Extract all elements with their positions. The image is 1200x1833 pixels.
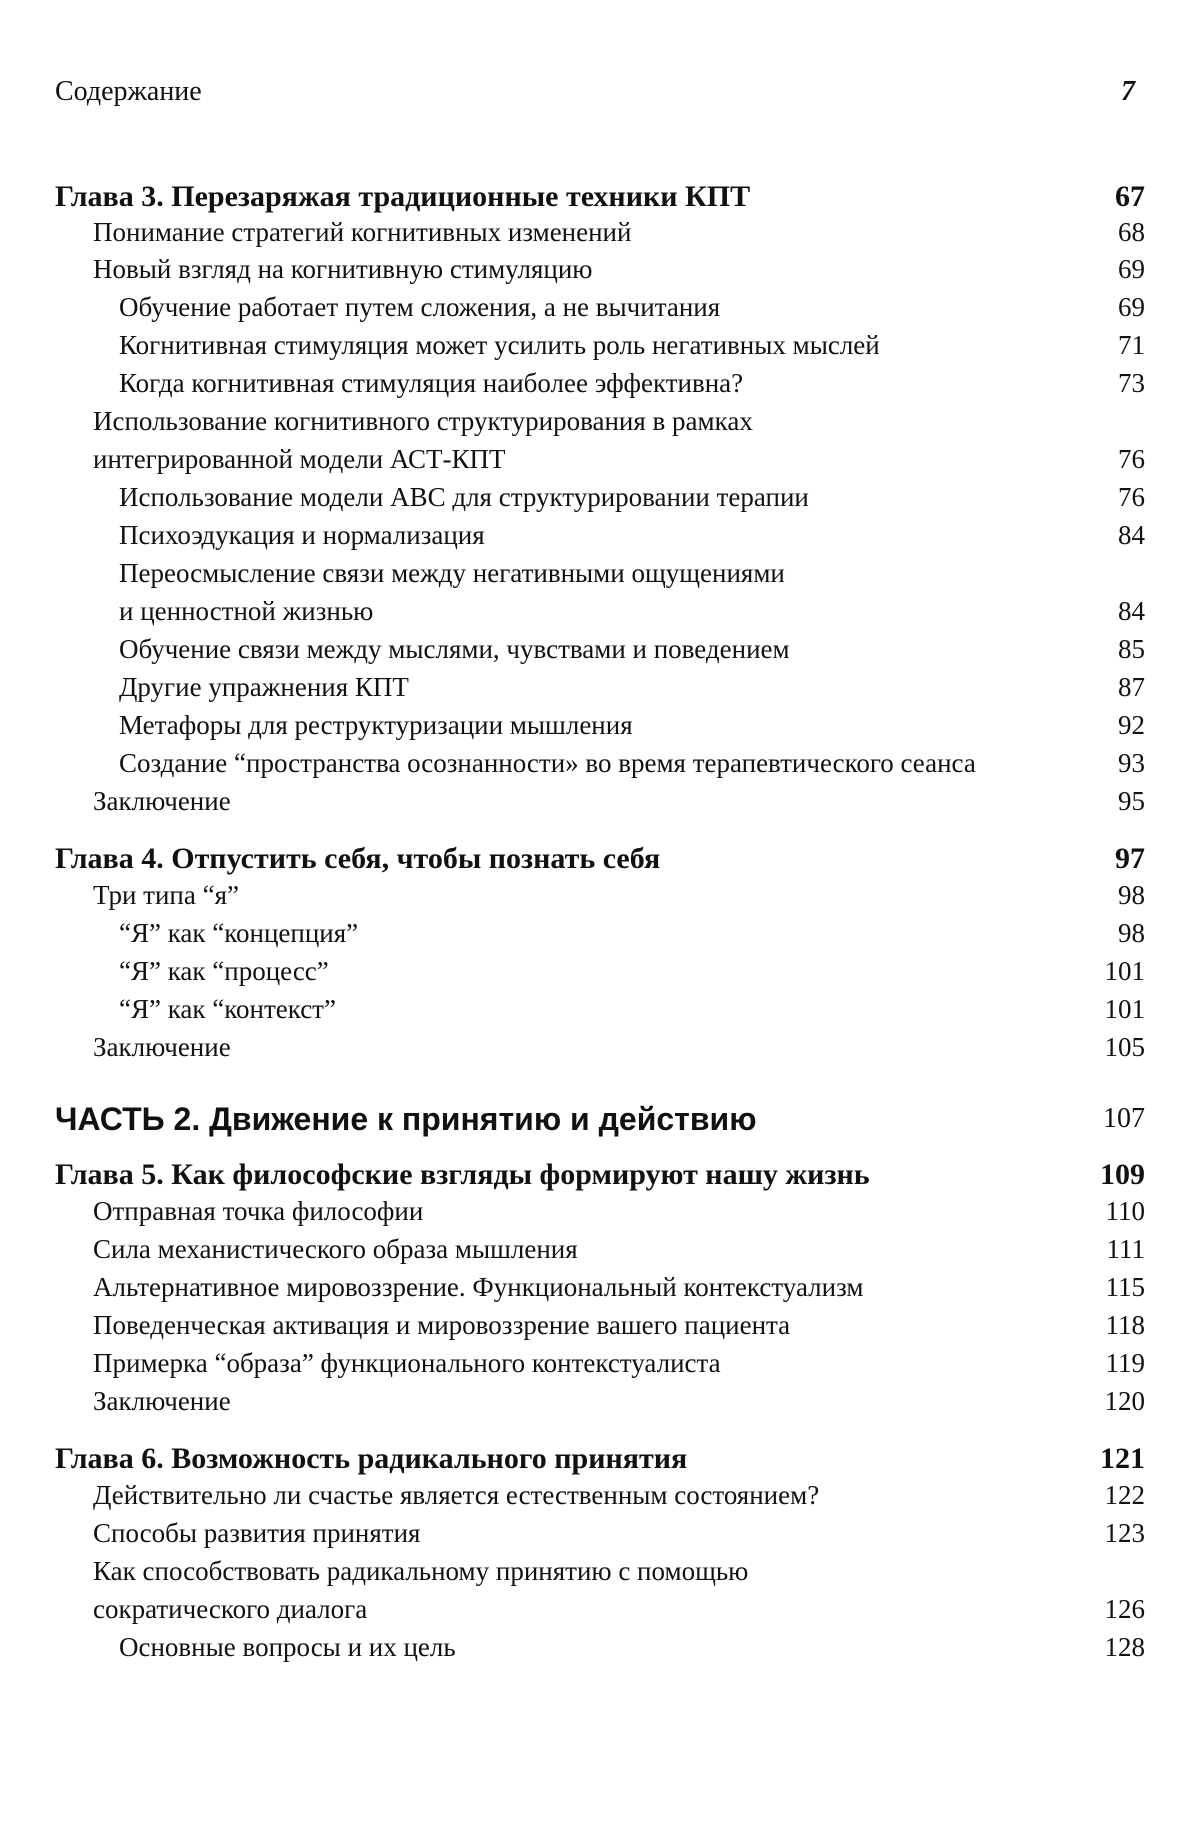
toc-entry: [55, 1344, 1145, 1382]
toc-entry-page: 76: [1118, 482, 1145, 512]
toc-entry: [55, 288, 1145, 326]
toc-entry-page: 69: [1118, 292, 1145, 322]
toc-entry-title: Обучение связи между мыслями, чувствами и поведением: [119, 634, 790, 664]
toc-entry-page: 122: [1104, 1480, 1145, 1510]
toc-entry-title: Глава 4. Отпустить себя, чтобы познать себя: [55, 842, 661, 875]
toc-chapter: [55, 176, 1145, 218]
toc-entry: [55, 213, 1145, 251]
toc-entry-page: 95: [1118, 786, 1145, 816]
toc-entry-title: ЧАСТЬ 2. Движение к принятию и действию: [55, 1101, 757, 1137]
toc-entry: [55, 1476, 1145, 1514]
toc-entry-title: и ценностной жизнью: [119, 596, 374, 626]
toc-entry-page: 101: [1104, 994, 1145, 1024]
toc-entry-title: Использование модели АВС для структурировании терапии: [119, 482, 809, 512]
toc-entry-title: Переосмысление связи между негативными ощущениями: [119, 558, 785, 588]
toc-entry: [55, 478, 1145, 516]
toc-entry: [55, 782, 1145, 820]
toc-entry-page: 105: [1104, 1032, 1145, 1062]
toc-entry: [55, 402, 1145, 440]
toc-entry-title: Создание “пространства осознанности» во время терапевтического сеанса: [119, 748, 976, 778]
toc-entry-page: 69: [1118, 254, 1145, 284]
toc-entry-title: Сила механистического образа мышления: [93, 1234, 578, 1264]
page-number: 7: [1121, 76, 1135, 107]
toc-entry-title: Три типа “я”: [93, 880, 239, 910]
toc-chapter: [55, 1154, 1145, 1196]
toc-entry: [55, 1230, 1145, 1268]
toc-entry-title: Психоэдукация и нормализация: [119, 520, 485, 550]
toc-entry-page: 121: [1100, 1442, 1145, 1475]
toc-entry-page: 67: [1115, 180, 1145, 213]
toc-entry-page: 98: [1118, 880, 1145, 910]
toc-entry-title: Когнитивная стимуляция может усилить роль негативных мыслей: [119, 330, 880, 360]
toc-entry-page: 107: [1103, 1103, 1145, 1134]
toc-chapter: [55, 838, 1145, 880]
toc-entry: [55, 554, 1145, 592]
toc-entry-page: 92: [1118, 710, 1145, 740]
toc-entry-page: 68: [1118, 217, 1145, 247]
toc-entry: [55, 744, 1145, 782]
toc-entry-page: 120: [1104, 1386, 1145, 1416]
toc-entry: [55, 990, 1145, 1028]
toc-entry-page: 111: [1106, 1234, 1145, 1264]
toc-entry-title: Глава 5. Как философские взгляды формируют нашу жизнь: [55, 1158, 870, 1191]
toc-entry-title: Использование когнитивного структурирования в рамках: [93, 406, 753, 436]
toc-entry-page: 101: [1104, 956, 1145, 986]
toc-entry-page: 97: [1115, 842, 1145, 875]
toc-entry-title: Отправная точка философии: [93, 1196, 424, 1226]
running-head-title: Содержание: [55, 76, 202, 107]
toc-entry-title: Обучение работает путем сложения, а не вычитания: [119, 292, 721, 322]
toc-entry-title: сократического диалога: [93, 1594, 368, 1624]
toc-entry-page: 71: [1118, 330, 1145, 360]
toc-entry: [55, 364, 1145, 402]
toc-entry-page: 87: [1118, 672, 1145, 702]
toc-entry: [55, 914, 1145, 952]
toc-entry: [55, 250, 1145, 288]
running-head: [55, 72, 1145, 112]
toc-entry-page: 85: [1118, 634, 1145, 664]
toc-entry-page: 119: [1105, 1348, 1145, 1378]
toc-entry: [55, 1552, 1145, 1590]
toc-entry-page: 76: [1118, 444, 1145, 474]
toc-entry-title: Новый взгляд на когнитивную стимуляцию: [93, 254, 593, 284]
toc-entry-page: 126: [1104, 1594, 1145, 1624]
toc-entry: [55, 706, 1145, 744]
toc-entry: [55, 1382, 1145, 1420]
toc-entry-page: 128: [1104, 1632, 1145, 1662]
toc-entry-title: Заключение: [93, 786, 231, 816]
toc-entry-page: 73: [1118, 368, 1145, 398]
toc-entry: [55, 1192, 1145, 1230]
toc-entry-page: 123: [1104, 1518, 1145, 1548]
toc-entry-page: 118: [1105, 1310, 1145, 1340]
toc-entry-title: интегрированной модели АСТ-КПТ: [93, 444, 506, 474]
toc-entry-title: “Я” как “концепция”: [119, 918, 359, 948]
toc-entry-page: 93: [1118, 748, 1145, 778]
toc-entry: [55, 668, 1145, 706]
toc-entry: [55, 440, 1145, 478]
toc-entry: [55, 1028, 1145, 1066]
toc-entry-title: Основные вопросы и их цель: [119, 1632, 456, 1662]
toc-entry: [55, 1590, 1145, 1628]
toc-entry-title: Когда когнитивная стимуляция наиболее эффективна?: [119, 368, 744, 398]
toc-entry-title: Поведенческая активация и мировоззрение вашего пациента: [93, 1310, 791, 1340]
toc-entry-title: Альтернативное мировоззрение. Функциональный контекстуализм: [93, 1272, 864, 1302]
toc-entry-page: 84: [1118, 596, 1145, 626]
toc-entry: [55, 630, 1145, 668]
toc-entry-title: Способы развития принятия: [93, 1518, 421, 1548]
toc-entry-title: Заключение: [93, 1386, 231, 1416]
toc-entry-title: Действительно ли счастье является естественным состоянием?: [93, 1480, 820, 1510]
toc-entry: [55, 326, 1145, 364]
toc-part: [55, 1096, 1145, 1142]
toc-entry-page: 115: [1105, 1272, 1145, 1302]
toc-entry: [55, 516, 1145, 554]
toc-entry-title: Как способствовать радикальному принятию с помощью: [93, 1556, 749, 1586]
toc-entry-title: Глава 3. Перезаряжая традиционные техники КПТ: [55, 180, 751, 213]
toc-entry-title: Другие упражнения КПТ: [119, 672, 409, 702]
toc-entry-title: Метафоры для реструктуризации мышления: [119, 710, 633, 740]
toc-entry: [55, 1628, 1145, 1666]
toc-entry-title: Заключение: [93, 1032, 231, 1062]
toc-chapter: [55, 1438, 1145, 1480]
toc-entry: [55, 1514, 1145, 1552]
toc-entry: [55, 876, 1145, 914]
toc-entry-title: Понимание стратегий когнитивных изменений: [93, 217, 632, 247]
toc-entry-title: “Я” как “контекст”: [119, 994, 336, 1024]
toc-entry-page: 98: [1118, 918, 1145, 948]
toc-entry-page: 109: [1100, 1158, 1145, 1191]
toc-entry-page: 84: [1118, 520, 1145, 550]
toc-entry: [55, 952, 1145, 990]
toc-entry: [55, 1306, 1145, 1344]
toc-entry-title: “Я” как “процесс”: [119, 956, 329, 986]
toc-entry-page: 110: [1105, 1196, 1145, 1226]
toc-entry: [55, 592, 1145, 630]
toc-entry: [55, 1268, 1145, 1306]
toc-entry-title: Глава 6. Возможность радикального принятия: [55, 1442, 688, 1475]
toc-entry-title: Примерка “образа” функционального контекстуалиста: [93, 1348, 721, 1378]
